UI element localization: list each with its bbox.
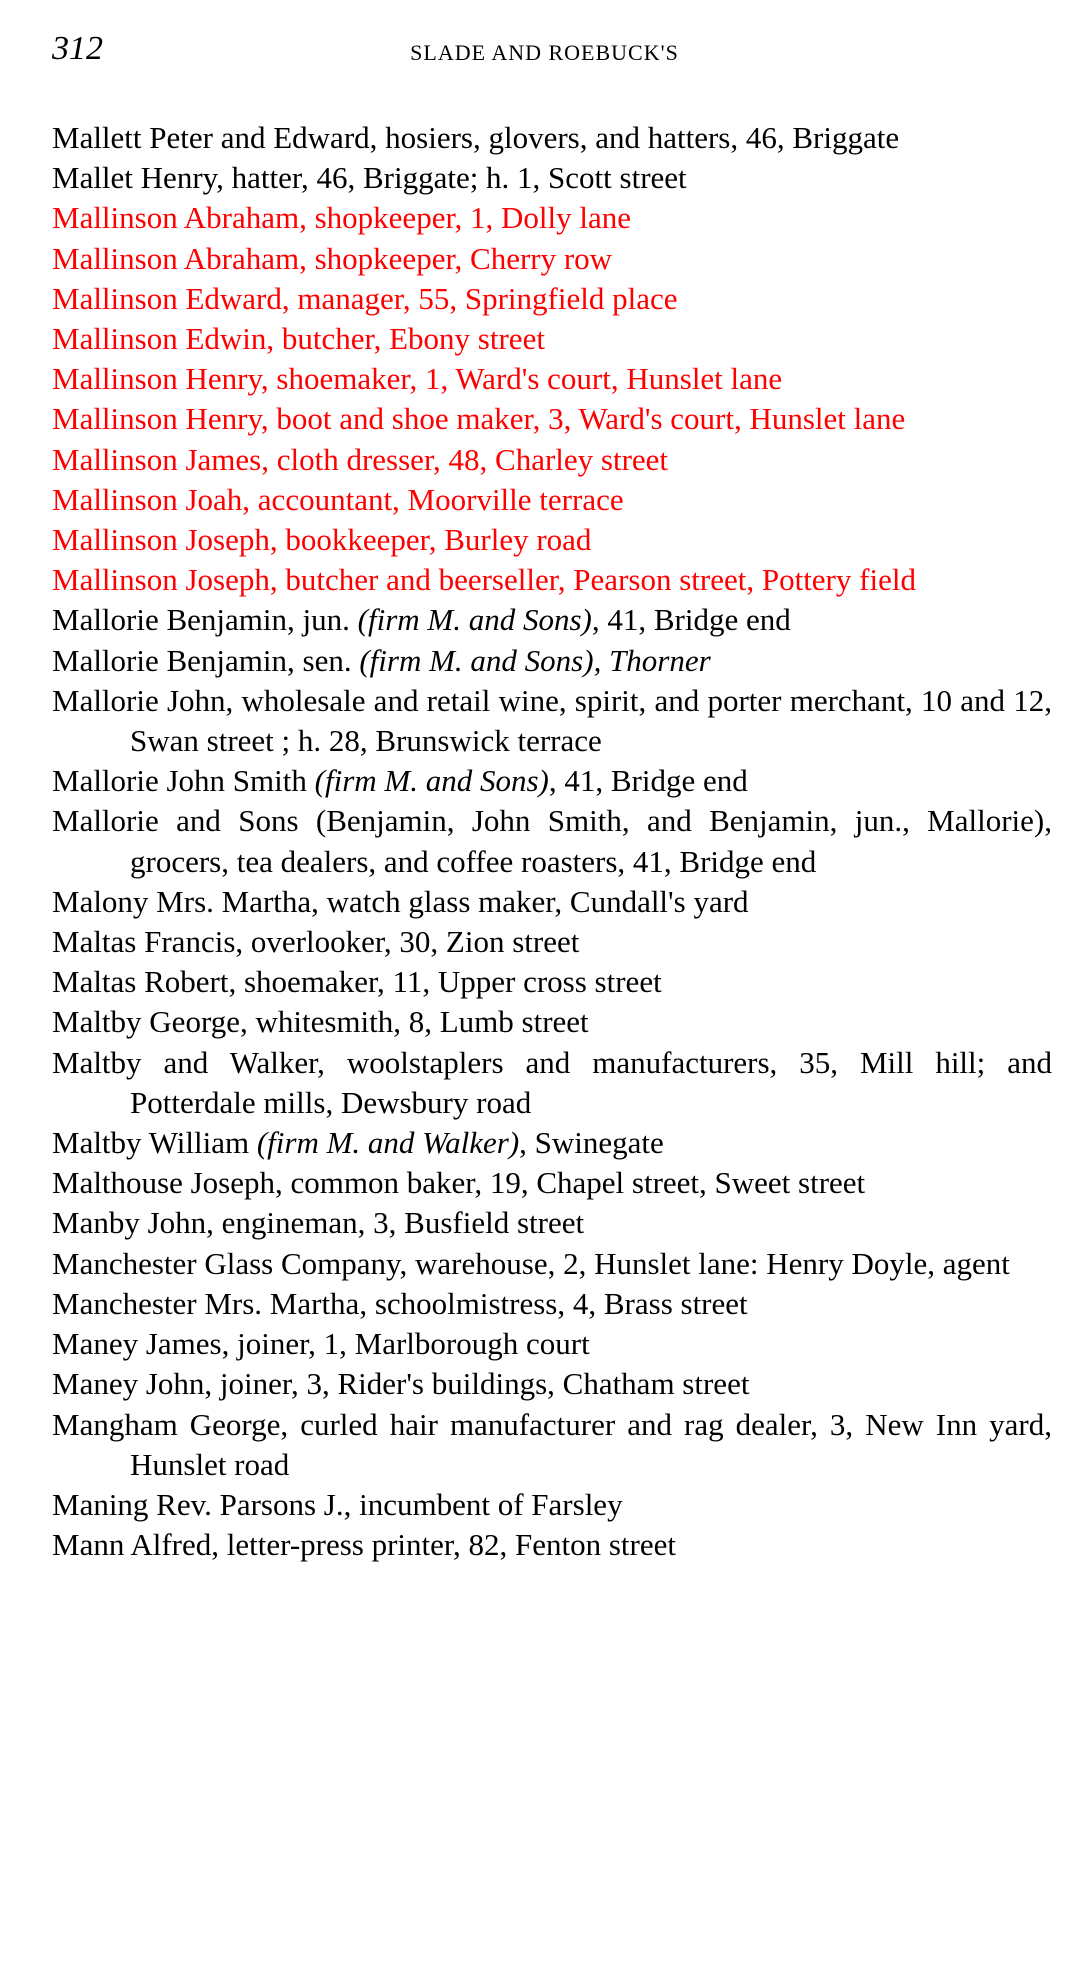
directory-entry-highlighted: Mallinson Edward, manager, 55, Springfield place xyxy=(52,280,678,316)
directory-entry: Maney James, joiner, 1, Marlborough court xyxy=(52,1326,590,1362)
directory-entry-highlighted: Mallinson Henry, shoemaker, 1, Ward's court, Hunslet lane xyxy=(52,361,783,397)
running-head: SLADE AND ROEBUCK'S xyxy=(410,40,679,65)
directory-entry: Maltby William (firm M. and Walker), Swinegate xyxy=(52,1125,664,1161)
directory-entries xyxy=(52,118,1052,1565)
directory-entry-highlighted: Mallinson Abraham, shopkeeper, 1, Dolly lane xyxy=(52,200,632,236)
directory-entry: Malony Mrs. Martha, watch glass maker, Cundall's yard xyxy=(52,883,749,919)
directory-entry-highlighted: Mallinson Edwin, butcher, Ebony street xyxy=(52,321,545,357)
directory-entry: Maney John, joiner, 3, Rider's buildings, Chatham street xyxy=(52,1366,750,1402)
directory-entry-highlighted: Mallinson Henry, boot and shoe maker, 3, Ward's court, Hunslet lane xyxy=(52,401,906,437)
directory-entry: Maltas Robert, shoemaker, 11, Upper cross street xyxy=(52,964,662,1000)
directory-entry: Manchester Mrs. Martha, schoolmistress, 4, Brass street xyxy=(52,1285,748,1321)
directory-entry: Mallett Peter and Edward, hosiers, glovers, and hatters, 46, Briggate xyxy=(52,120,900,155)
directory-entry: Maltas Francis, overlooker, 30, Zion street xyxy=(52,924,580,960)
directory-entry: Maltby and Walker, woolstaplers and manufacturers, 35, Mill hill; and Potterdale mills, Dewsbury road xyxy=(52,1044,1052,1120)
directory-entry: Manby John, engineman, 3, Busfield street xyxy=(52,1205,585,1241)
directory-entry: Mangham George, curled hair manufacturer and rag dealer, 3, New Inn yard, Hunslet road xyxy=(52,1406,1052,1482)
directory-entry: Mallorie Benjamin, jun. (firm M. and Sons), 41, Bridge end xyxy=(52,602,791,638)
directory-entry: Mallorie John Smith (firm M. and Sons), 41, Bridge end xyxy=(52,763,748,799)
directory-entry: Mann Alfred, letter-press printer, 82, Fenton street xyxy=(52,1527,676,1563)
directory-entry-highlighted: Mallinson Joseph, butcher and beerseller, Pearson street, Pottery field xyxy=(52,562,916,598)
directory-entry: Mallorie Benjamin, sen. (firm M. and Sons), Thorner xyxy=(52,642,711,678)
directory-entry: Mallet Henry, hatter, 46, Briggate; h. 1, Scott street xyxy=(52,160,687,196)
directory-entry-highlighted: Mallinson James, cloth dresser, 48, Charley street xyxy=(52,441,669,477)
directory-entry: Manchester Glass Company, warehouse, 2, Hunslet lane: Henry Doyle, agent xyxy=(52,1245,1010,1281)
directory-entry: Mallorie and Sons (Benjamin, John Smith, and Benjamin, jun., Mallorie), grocers, tea dealers, and coffee roasters, 41, Bridge end xyxy=(52,803,1052,879)
directory-entry: Mallorie John, wholesale and retail wine, spirit, and porter merchant, 10 and 12, Swan street ; h. 28, Brunswick terrace xyxy=(52,682,1052,759)
directory-entry: Maltby George, whitesmith, 8, Lumb street xyxy=(52,1004,589,1040)
page-number: 312 xyxy=(52,30,103,67)
directory-entry-highlighted: Mallinson Abraham, shopkeeper, Cherry row xyxy=(52,240,613,276)
directory-entry: Malthouse Joseph, common baker, 19, Chapel street, Sweet street xyxy=(52,1165,866,1201)
directory-entry: Maning Rev. Parsons J., incumbent of Farsley xyxy=(52,1486,623,1522)
directory-entry-highlighted: Mallinson Joah, accountant, Moorville terrace xyxy=(52,481,624,517)
directory-entry-highlighted: Mallinson Joseph, bookkeeper, Burley road xyxy=(52,522,592,558)
